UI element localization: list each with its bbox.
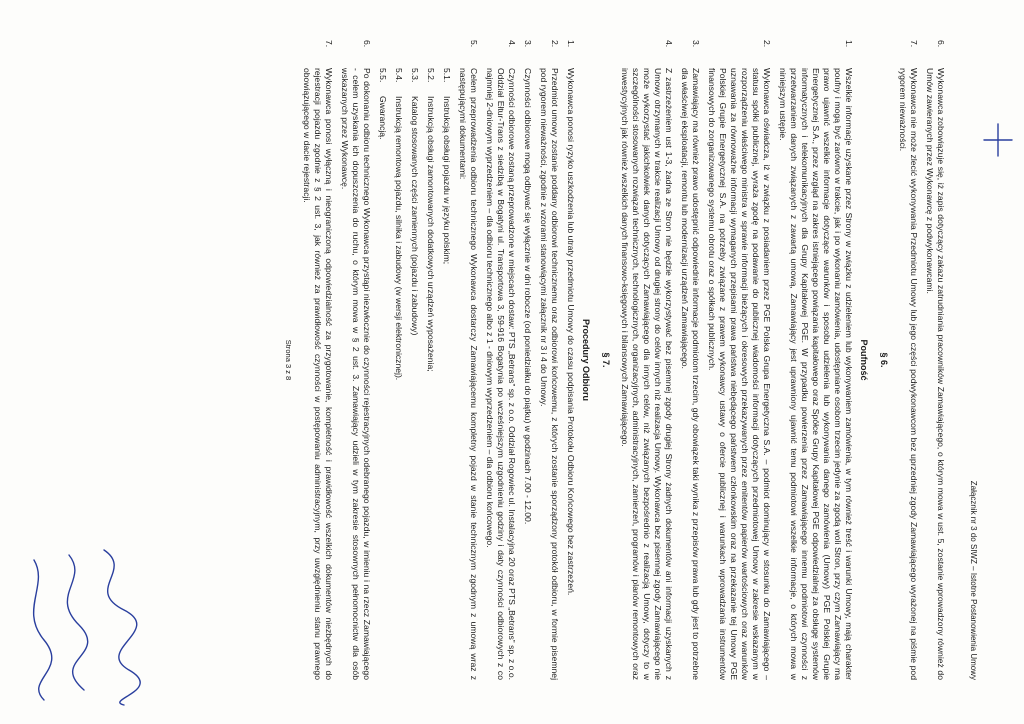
item-number: 3. (690, 40, 701, 48)
item-number: 4. (663, 40, 674, 48)
paragraph-item (409, 68, 420, 680)
paragraph-item (538, 40, 560, 680)
item-text: Gwarancją. (377, 96, 388, 140)
paragraph-item (457, 40, 479, 680)
item-text: Celem przeprowadzenia odbioru technicznego Wykonawca dostarczy Zamawiającemu kompletny pojazd w stanie technicznym zgodnym z umową wraz z następującymi dokumentami: (457, 68, 479, 680)
page-header: Załącznik nr 3 do SIWZ – Istotne Postanowienia Umowy (969, 480, 978, 680)
item-number: 6. (361, 40, 372, 48)
section-7-subtitle: Procedury Odbioru (581, 318, 592, 401)
section-6-items (619, 40, 854, 680)
item-number: 5.4. (393, 68, 404, 83)
item-text: Instrukcją obsługi pojazdu w języku polskim; (441, 96, 452, 265)
item-text: Wykonawca zobowiązuje się, iż zapis dotyczący zakazu zatrudniania pracowników Zamawiającego, o którym mowa w ust. 5, zostanie wprowadzony również do Umów zawieranych przez Wykonawcę z podwykonawcami. (924, 68, 946, 680)
item-number: 3. (522, 40, 533, 48)
item-text: Wszelkie informacje uzyskane przez Strony w związku z udzieleniem lub wykonywaniem zamówienia, w tym również treść i warunki Umowy, mają charakter poufny i mogą być zarówno w trakcie, jak i po wykonaniu zamówienia, udostępniane osobom trzecim jedynie za zgodą woli Stron, przy czym Zamawiający ma prawo ujawnić wszelkie informacje dotyczące warunków i sposobu udzielenia lub wykonywania danego zamówienia (Umowy) PGE Polskiej Grupie Energetycznej S.A., przez wzgląd na zakres istniejącego powiązania kapitałowego oraz Spółce Grupy Kapitałowej PGE odpowiedzialnej za obsługę systemów informatycznych i telekomunikacyjnych dla Grupy Kapitałowej PGE. W przypadku powierzenia przez Zamawiającego innemu podmiotowi czynności z przetwarzaniem danych związanych z zawartą umową, Zamawiający jest uprawniony ujawnić temu podmiotowi wszelkie informacje, o których mowa w niniejszym ustępie. (777, 68, 854, 680)
item-text: Zamawiający ma również prawo udostępnić odpowiednie informacje podmiotom trzecim, gdy obowiązek taki wynika z przepisów prawa lub gdy jest to potrzebne dla właściwej eksploatacji, remontu lub modernizacji urządzeń Zamawiającego. (679, 68, 701, 680)
paragraph-item (706, 40, 772, 680)
item-number: 1. (565, 40, 576, 48)
item-text: Wykonawca ponosi wyłączną i nieograniczoną odpowiedzialność za przygotowanie, kompletność i prawidłowość wszelkich dokumentów niezbędnych do rejestracji pojazdu zgodnie z § 2 ust. 3, jak również za prawidłowość czynności w postępowaniu administracyjnym, przy uwzględnieniu stanu prawnego obowiązującego w dacie rejestracji. (301, 68, 334, 680)
item-number: 5.3. (409, 68, 420, 83)
item-text: Katalog stosowanych części zamiennych (pojazdu i zabudowy) (409, 96, 420, 336)
section-6-subtitle: Poufność (859, 339, 870, 381)
item-text: Wykonawca oświadcza, iż w związku z posiadaniem przez PGE Polska Grupa Energetyczna S.A. – podmiot dominujący w stosunku do Zamawiającego – statusu spółki publicznej, wyraża zgodę na podawanie do publicznej wiadomości informacji dotyczących przedmiotowej Umowy w zakresie wskazanym w rozporządzeniu właściwego ministra w sprawie informacji bieżących i okresowych przekazywanych przez emitentów papierów wartościowych oraz warunków uznawania za równoważne informacji wymaganych przepisami prawa państwa niebędącego państwem członkowskim oraz na przekazanie tej Umowy PGE Polskiej Grupie Energetycznej S.A. na potrzeby związane z prawem wykonawcy ustawy o ofercie publicznej i warunkach wprowadzania instrumentów finansowych do zorganizowanego systemu obrotu oraz o spółkach publicznych. (706, 68, 772, 680)
item-text: Czynności odbiorowe zostaną przeprowadzone w miejscach dostaw: PTS „Betrans” sp. z o.o. Oddział Rogowiec ul. Instalacyjna 20 oraz PTS „Betrans” sp. z o.o. Oddział Ełtur-Trans z siedzibą w Bogatyni ul. Transportowa 3, 59-916 Bogatynia po wcześniejszym uzgodnieniu godziny i daty czynności odbiorowych z co najmniej 2-dniowym wyprzedzeniem – dla odbioru technicznego albo z 1 - dniowym wyprzedzeniem – dla odbioru końcowego. (484, 68, 517, 680)
section-7-subitems (377, 68, 452, 680)
item-number: 5.2. (425, 68, 436, 83)
paragraph-item (679, 40, 701, 680)
item-number: 4. (506, 40, 517, 48)
paragraph-item (777, 40, 854, 680)
item-number: 7. (908, 40, 919, 48)
paragraph-item (339, 40, 372, 680)
paragraph-item (393, 68, 404, 680)
item-number: 5.5. (377, 68, 388, 83)
section-7-title: § 7. (600, 352, 611, 368)
item-number: 5. (468, 40, 479, 48)
top-items (897, 40, 946, 680)
handwritten-mark (975, 120, 1018, 160)
item-number: 1. (843, 40, 854, 48)
item-text: Czynności odbiorowe mogą odbywać się wyłącznie w dni robocze (od poniedziałku do piątku) w godzinach 7.00 - 12.00. (522, 68, 533, 525)
item-text: Wykonawca nie może zlecić wykonywania Przedmiotu Umowy lub jego części podwykonawcom bez uprzedniej zgody Zamawiającego wyrażonej na piśmie pod rygorem nieważności. (897, 68, 919, 680)
page-footer: Strona 3 z 8 (283, 339, 293, 381)
paragraph-item (301, 40, 334, 680)
item-number: 5.1. (441, 68, 452, 83)
section-6-title: § 6. (878, 352, 889, 368)
section-7-tail-items (301, 40, 372, 680)
item-text: Instrukcją obsługi zamontowanych dodatkowych urządzeń wyposażenia; (425, 96, 436, 372)
handwritten-signature (11, 540, 144, 710)
paragraph-item (619, 40, 674, 680)
paragraph-item (441, 68, 452, 680)
item-text: Po dokonaniu odbioru technicznego Wykonawca przystąpi niezwłocznie do czynności rejestracyjnych odebranego pojazdu, w imieniu i na rzecz Zamawiającego - celem uzyskania ich dopuszczenia do ruchu, o którym mowa w § 2 ust. 3. Zamawiający udzieli w tym zakresie stosownych pełnomocnictw dla osób wskazanych przez Wykonawcę. (339, 68, 372, 680)
paragraph-item (924, 40, 946, 680)
paragraph-item (897, 40, 919, 680)
item-number: 2. (549, 40, 560, 48)
paragraph-item (565, 40, 576, 680)
item-text: Instrukcją remontową pojazdu, silnika i zabudowy (w wersji elektronicznej). (393, 96, 404, 381)
item-number: 6. (935, 40, 946, 48)
item-number: 7. (323, 40, 334, 48)
section-7-items (457, 40, 576, 680)
paragraph-item (377, 68, 388, 680)
item-text: Z zastrzeżeniem ust 1-3, żadna ze Stron nie będzie wykorzystywać bez pisemnej zgody drugiej Strony żadnych dokumentów ani informacji uzyskanych z Umowy otrzymanych w trakcie realizacji Umowy od drugiej strony do celów innych niż realizacja Umowy. Wykonawca bez pisemnej zgody Zamawiającego nie może wykorzystać jakichkolwiek danych dotyczących Zamawiającego dla innych celów, niż związanych bezpośrednio z realizacją Umowy, dotyczy to w szczególności stosowanych rozwiązań technicznych, technologicznych, organizacyjnych, administracyjnych, zamierzeń, programów i planów remontowych oraz inwestycyjnych jak również wszelkich danych finansowo-księgowych i bilansowych Zamawiającego. (619, 68, 674, 680)
paragraph-item (522, 40, 533, 680)
paragraph-item (484, 40, 517, 680)
item-text: Przedmiot umowy zostanie poddany odbiorowi technicznemu oraz odbiorowi końcowemu, z których zostanie sporządzony protokół odbioru, w formie pisemnej pod rygorem nieważności, zgodnie z wzorami stanowiącymi załącznik nr 3 i 4 do Umowy. (538, 68, 560, 680)
item-text: Wykonawca ponosi ryzyko uszkodzenia lub utraty przedmiotu Umowy do czasu podpisania Protokołu Odbioru Końcowego bez zastrzeżeń. (565, 68, 576, 596)
paragraph-item (425, 68, 436, 680)
item-number: 2. (761, 40, 772, 48)
